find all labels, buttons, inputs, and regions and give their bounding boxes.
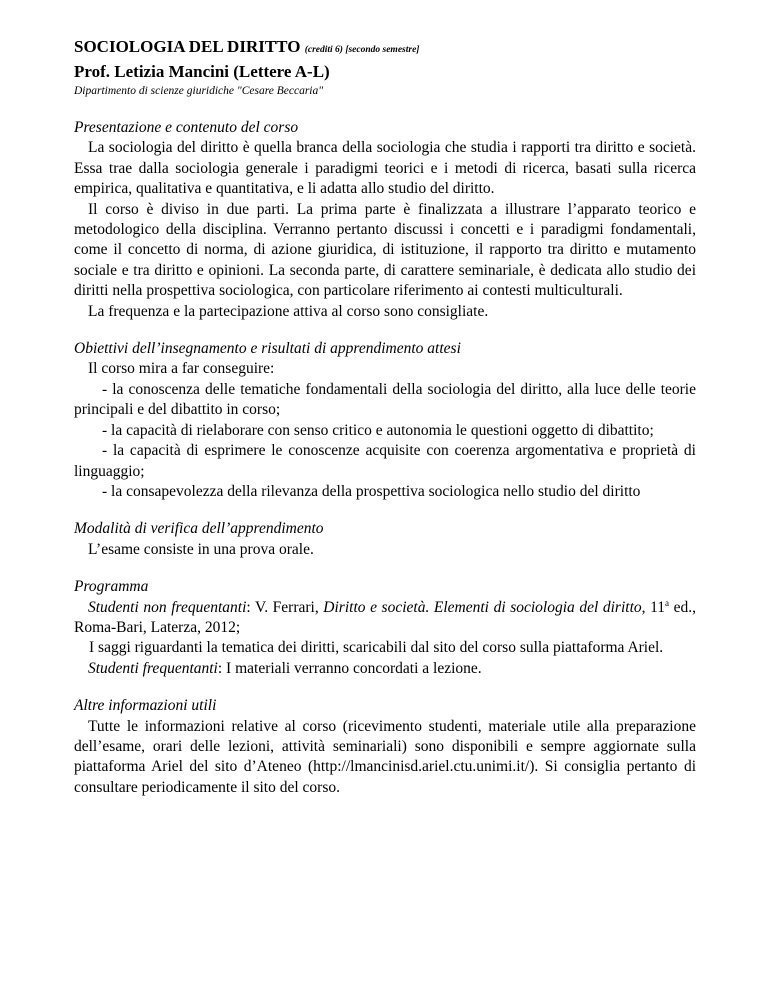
text-publisher: ed., Roma-Bari, Laterza, 2012; [74, 598, 696, 636]
list-item: - la capacità di rielaborare con senso critico e autonomia le questioni oggetto di dibattito; [102, 421, 654, 439]
label-frequentanti: Studenti frequentanti [88, 659, 218, 677]
section-presentazione [74, 118, 696, 322]
paragraph: Il corso mira a far conseguire: [88, 360, 275, 378]
paragraph: Tutte le informazioni relative al corso (ricevimento studenti, materiale utile alla preparazione dell’esame, orari delle lezioni, attività seminariali) sono disponibili e sempre aggiornate sulla piattaforma Ariel del sito d’Ateneo (http://lmancinisd.ariel.ctu.unimi.it/). Si consiglia pertanto di consultare periodicamente il sito del corso. [74, 717, 696, 796]
section-verifica [74, 519, 696, 560]
course-title-line [74, 36, 696, 61]
section-programma [74, 577, 696, 679]
department-name: Dipartimento di scienze giuridiche "Cesare Beccaria" [74, 85, 324, 97]
paragraph: La sociologia del diritto è quella branca della sociologia che studia i rapporti tra diritto e società. Essa trae dalla sociologia generale i paradigmi teorici e i metodi di ricerca, basati sulla ricerca empirica, qualitativa e quantitativa, e li adatta allo studio del diritto. [74, 139, 696, 198]
text-frequentanti: : I materiali verranno concordati a lezione. [217, 659, 482, 677]
section-heading: Modalità di verifica dell’apprendimento [74, 520, 324, 538]
paragraph: L’esame consiste in una prova orale. [88, 540, 314, 558]
programma-saggi: I saggi riguardanti la tematica dei diritti, scaricabili dal sito del corso sulla piattaforma Ariel. [89, 639, 664, 657]
programma-non-frequentanti [74, 598, 696, 639]
paragraph: La frequenza e la partecipazione attiva al corso sono consigliate. [88, 302, 489, 320]
document-page [74, 36, 696, 798]
section-heading: Programma [74, 578, 149, 596]
book-title: Diritto e società. Elementi di sociologia del diritto [323, 598, 642, 616]
course-title: SOCIOLOGIA DEL DIRITTO [74, 37, 301, 56]
edition-superscript: a [665, 597, 670, 608]
list-item: - la capacità di esprimere le conoscenze acquisite con coerenza argomentativa e proprietà di linguaggio; [74, 442, 696, 480]
professor-name: Prof. Letizia Mancini (Lettere A-L) [74, 62, 330, 81]
section-heading: Presentazione e contenuto del corso [74, 119, 299, 136]
list-item: - la consapevolezza della rilevanza della prospettiva sociologica nello studio del diritto [102, 482, 641, 500]
section-heading: Altre informazioni utili [74, 697, 217, 715]
paragraph: Il corso è diviso in due parti. La prima parte è finalizzata a illustrare l’apparato teorico e metodologico della disciplina. Verranno pertanto discussi i concetti e i paradigmi fondamentali, come il concetto di norma, di azione giuridica, di istituzione, il rapporto tra diritto e mutamento sociale e tra diritto e opinioni. La seconda parte, di carattere seminariale, è dedicata allo studio dei diritti nella prospettiva sociologica, con particolare riferimento ai contesti multiculturali. [74, 200, 696, 300]
text-edition: , 11 [641, 598, 666, 616]
section-heading: Obiettivi dell’insegnamento e risultati di apprendimento attesi [74, 340, 461, 358]
section-obiettivi [74, 339, 696, 502]
text-author: : V. Ferrari, [246, 598, 324, 616]
programma-frequentanti [74, 659, 696, 679]
course-meta: (crediti 6) [secondo semestre] [304, 45, 420, 55]
section-altre-informazioni [74, 696, 696, 798]
label-non-frequentanti: Studenti non frequentanti [88, 598, 247, 616]
list-item: - la conoscenza delle tematiche fondamentali della sociologia del diritto, alla luce delle teorie principali e del dibattito in corso; [74, 380, 696, 419]
